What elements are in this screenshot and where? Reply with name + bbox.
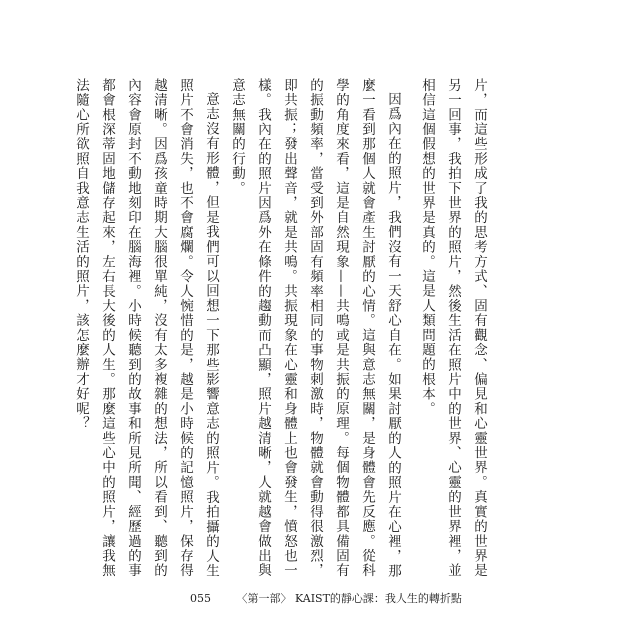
- chapter-label: 〈第一部〉: [236, 592, 292, 605]
- paragraph-continued: 片，而這些形成了我的思考方式、固有觀念、偏見和心靈世界。真實的世界是另一回事，我拍下世界的照片，然後生活在照片中的世界、心靈的世界裡，並相信這個假想的世界是真的。這是人類問題的根本。: [419, 78, 487, 578]
- page-number: 055: [190, 592, 211, 605]
- page-footer: [190, 590, 462, 606]
- vertical-text-body: [73, 78, 500, 578]
- paragraph-inner-photos: 因爲內在的照片，我們沒有一天舒心自在。如果討厭的人的照片在心裡，那麼一看到那個人就會產生討厭的心情。這與意志無關，是身體會先反應。從科學的角度來看，這是自然現象——共鳴或是共振的原理。每個物體都具備固有的振動頻率，當受到外部固有頻率相同的事物刺激時，物體就會動得很激烈，即共振；發出聲音，就是共鳴。共振現象在心靈和身體上也會發生，憤怒也一樣。我內在的照片因爲外在條件的趨動而凸顯，照片越清晰，人就越會做出與意志無關的行動。: [229, 78, 401, 578]
- paragraph-will-has-no-form: 意志沒有形體，但是我們可以回想一下那些影響意志的照片。我拍攝的人生照片不會消失，也不會腐爛。令人惋惜的是，越是小時候的記憶照片，保存得越清晰。因爲孩童時期大腦很單純，沒有太多複雜的想法，所以看到、聽到的內容會原封不動地刻印在腦海裡。小時候聽到的故事和所見所聞、經歷過的事都會根深蒂固地儲存起來，左右長大後的人生。那麼這些心中的照片，讓我無法隨心所欲照自我意志生活的照片，該怎麼辦才好呢？: [73, 78, 219, 578]
- book-title: KAIST的靜心課：我人生的轉折點: [295, 592, 462, 605]
